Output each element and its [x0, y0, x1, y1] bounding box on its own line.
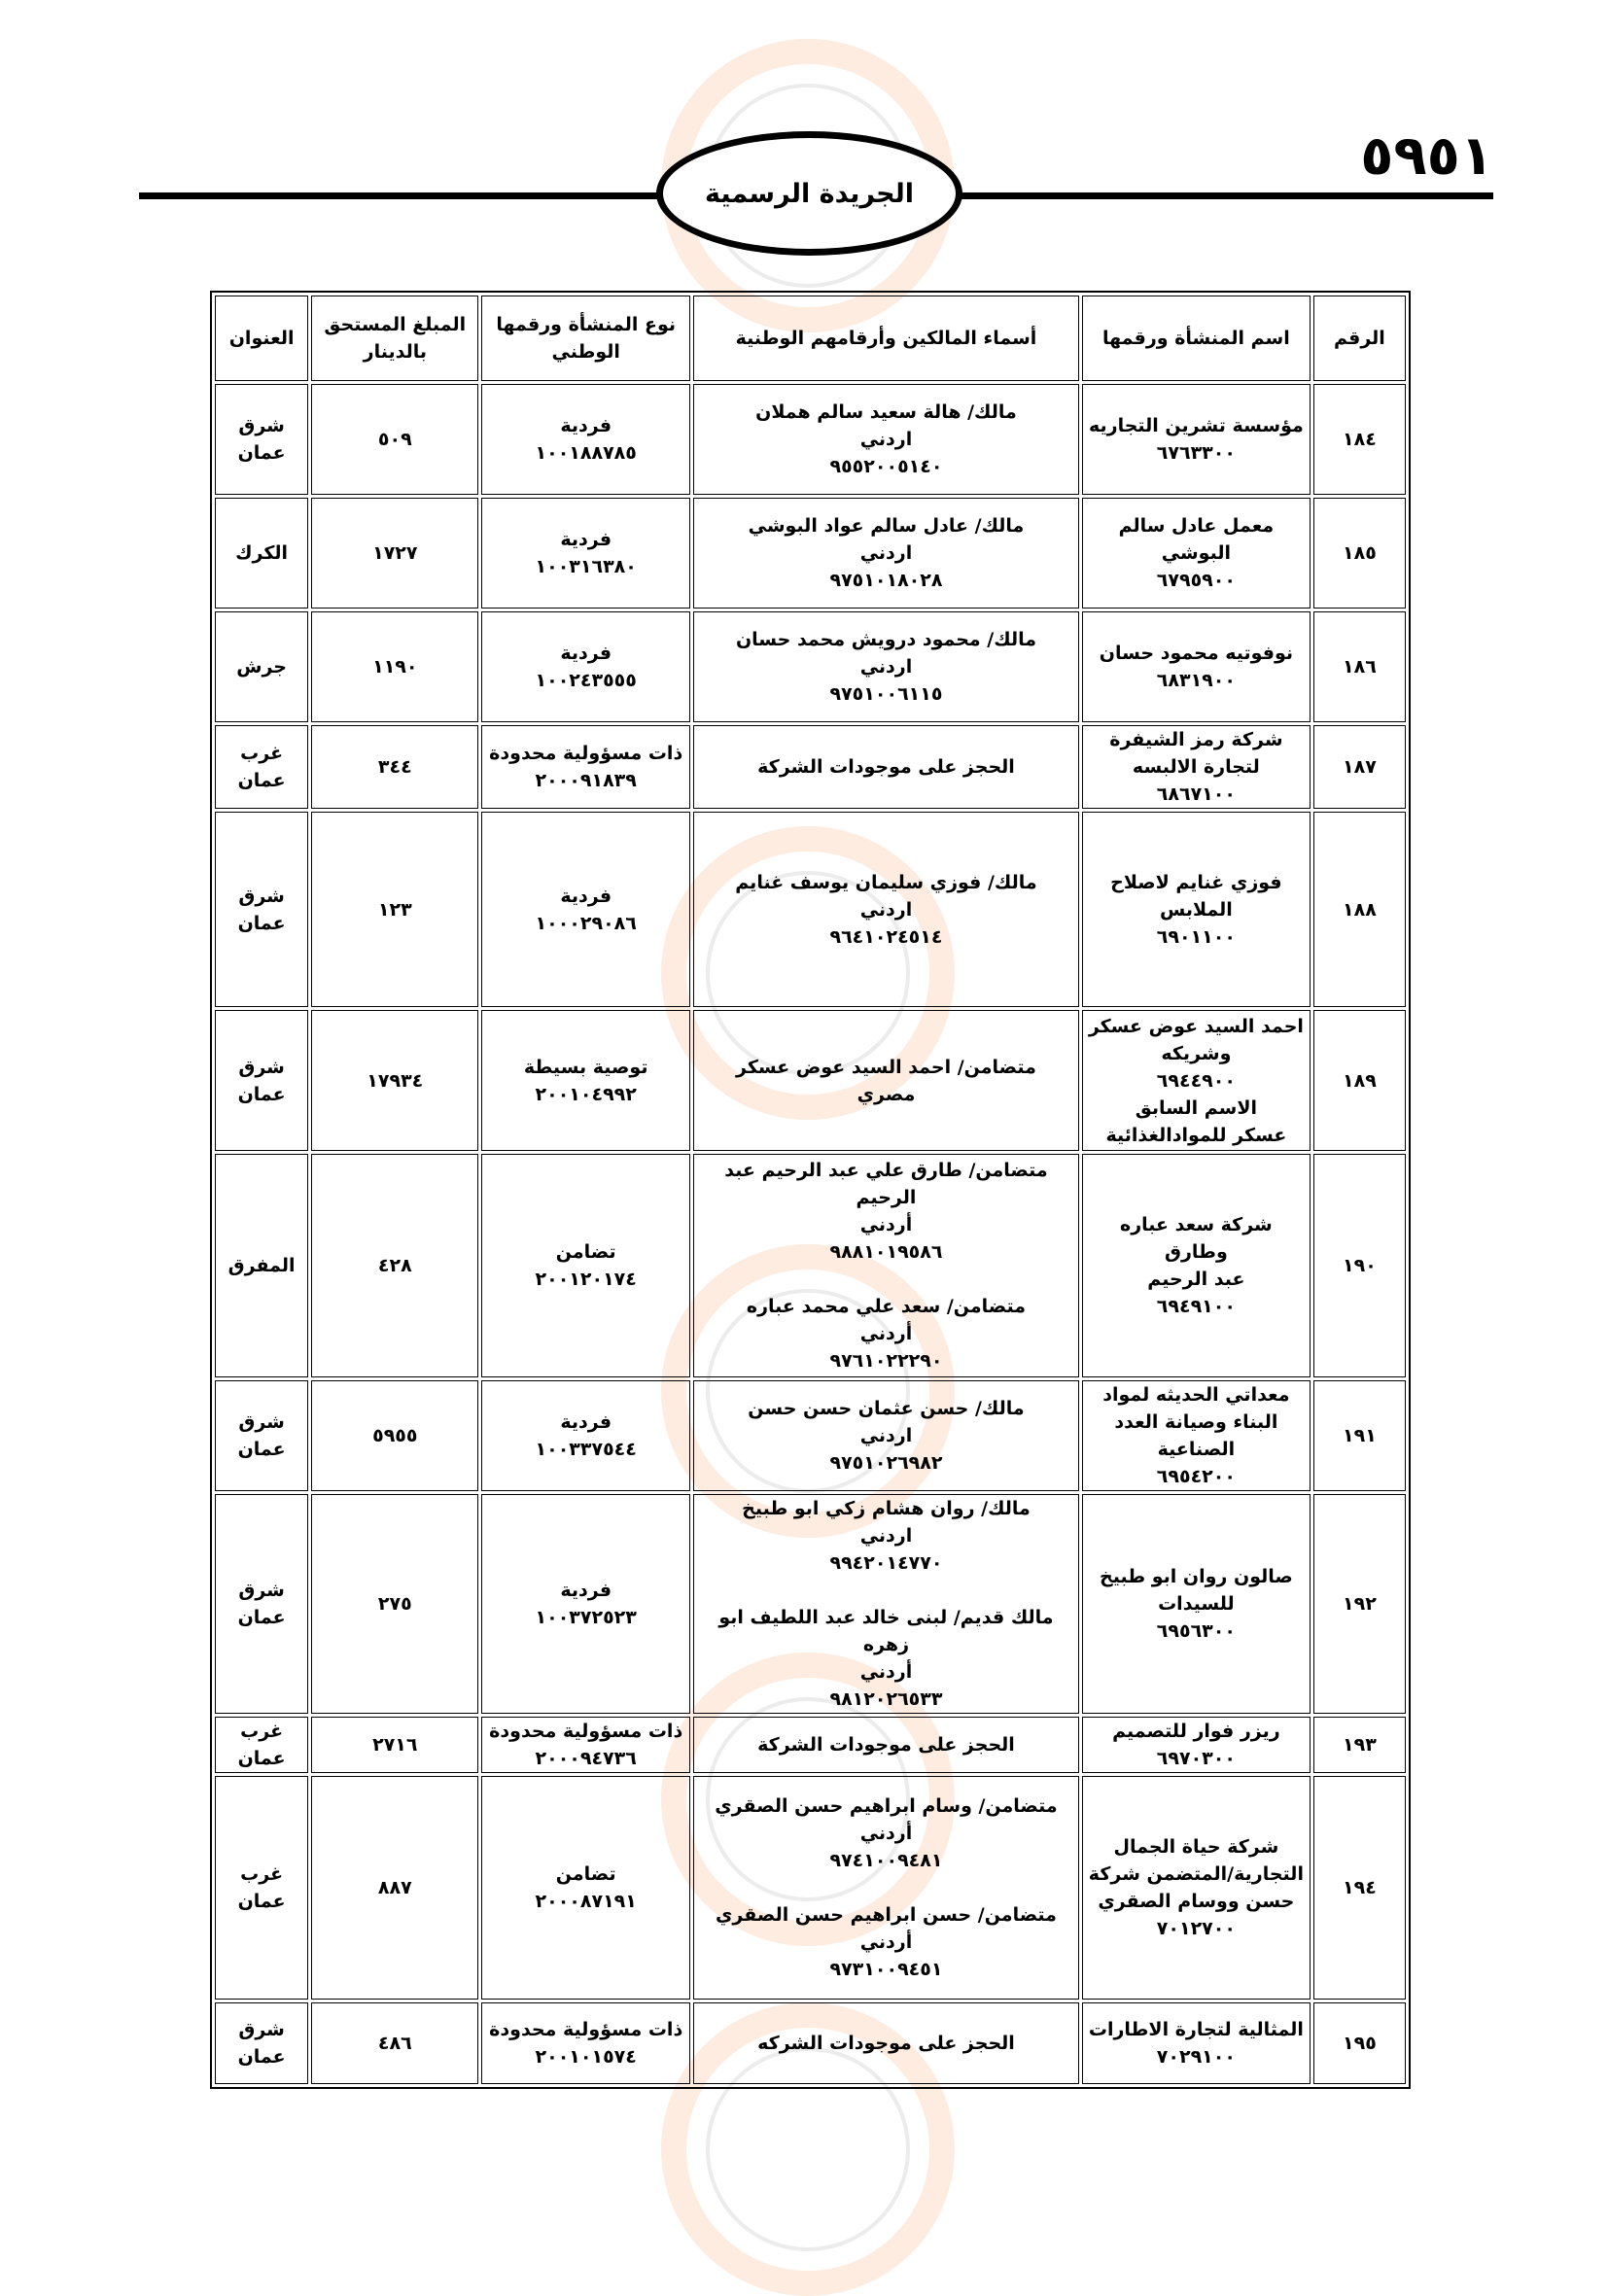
address-cell: شرق عمان: [215, 1380, 308, 1491]
table-header-row: [215, 296, 1406, 381]
address-cell: شرق عمان: [215, 384, 308, 495]
row-number-cell: ١٨٥: [1313, 498, 1406, 609]
amount-due-cell: ٥٠٩: [311, 384, 478, 495]
establishment-type-cell: ذات مسؤولية محدودة ٢٠٠٠٩١٨٣٩: [481, 725, 690, 809]
establishment-type-cell: فردية ١٠٠٢٤٣٥٥٥: [481, 611, 690, 722]
establishment-name-cell: احمد السيد عوض عسكر وشريكه ٦٩٤٤٩٠٠ الاسم السابق عسكر للموادالغذائية: [1082, 1010, 1311, 1151]
row-number-cell: ١٩٥: [1313, 2002, 1406, 2084]
table-row: [215, 498, 1406, 609]
establishment-type-cell: تضامن ٢٠٠٠٨٧١٩١: [481, 1776, 690, 2000]
table-row: [215, 1010, 1406, 1151]
amount-due-cell: ١١٩٠: [311, 611, 478, 722]
column-header-owners: أسماء المالكين وأرقامهم الوطنية: [693, 296, 1079, 381]
establishment-name-cell: المثالية لتجارة الاطارات ٧٠٢٩١٠٠: [1082, 2002, 1311, 2084]
amount-due-cell: ١٢٣: [311, 812, 478, 1007]
establishment-name-cell: شركة حياة الجمال التجارية/المتضمن شركة حسن ووسام الصقري ٧٠١٢٧٠٠: [1082, 1776, 1311, 2000]
establishment-name-cell: صالون روان ابو طبيخ للسيدات ٦٩٥٦٣٠٠: [1082, 1494, 1311, 1714]
owners-cell: الحجز على موجودات الشركه: [693, 2002, 1079, 2084]
address-cell: شرق عمان: [215, 2002, 308, 2084]
row-number-cell: ١٩٣: [1313, 1717, 1406, 1773]
establishment-name-cell: معداتي الحديثه لمواد البناء وصيانة العدد الصناعية ٦٩٥٤٢٠٠: [1082, 1380, 1311, 1491]
owners-cell: الحجز على موجودات الشركة: [693, 725, 1079, 809]
amount-due-cell: ١٧٢٧: [311, 498, 478, 609]
amount-due-cell: ٢٧١٦: [311, 1717, 478, 1773]
table-row: [215, 1154, 1406, 1377]
address-cell: غرب عمان: [215, 1717, 308, 1773]
amount-due-cell: ٢٧٥: [311, 1494, 478, 1714]
amount-due-cell: ٤٨٦: [311, 2002, 478, 2084]
column-header-amount: المبلغ المستحق بالدينار: [311, 296, 478, 381]
owners-cell: مالك/ روان هشام زكي ابو طبيخ اردني ٩٩٤٢٠١٤٧٧٠ مالك قديم/ لبنى خالد عبد اللطيف ابو زهره أردني ٩٨١٢٠٢٦٥٣٣: [693, 1494, 1079, 1714]
amount-due-cell: ٥٩٥٥: [311, 1380, 478, 1491]
amount-due-cell: ١٧٩٣٤: [311, 1010, 478, 1151]
table-row: [215, 725, 1406, 809]
amount-due-cell: ٣٤٤: [311, 725, 478, 809]
establishment-name-cell: فوزي غنايم لاصلاح الملابس ٦٩٠١١٠٠: [1082, 812, 1311, 1007]
owners-cell: الحجز على موجودات الشركة: [693, 1717, 1079, 1773]
owners-cell: متضامن/ وسام ابراهيم حسن الصقري أردني ٩٧٤١٠٠٩٤٨١ متضامن/ حسن ابراهيم حسن الصقري أردني ٩٧٣١٠٠٩٤٥١: [693, 1776, 1079, 2000]
owners-cell: مالك/ عادل سالم عواد البوشي اردني ٩٧٥١٠١٨٠٢٨: [693, 498, 1079, 609]
address-cell: المفرق: [215, 1154, 308, 1377]
table-row: [215, 1717, 1406, 1773]
row-number-cell: ١٨٤: [1313, 384, 1406, 495]
row-number-cell: ١٩١: [1313, 1380, 1406, 1491]
row-number-cell: ١٨٧: [1313, 725, 1406, 809]
row-number-cell: ١٨٨: [1313, 812, 1406, 1007]
owners-cell: متضامن/ احمد السيد عوض عسكر مصري: [693, 1010, 1079, 1151]
establishment-type-cell: فردية ١٠٠٣١٦٣٨٠: [481, 498, 690, 609]
address-cell: غرب عمان: [215, 725, 308, 809]
address-cell: شرق عمان: [215, 812, 308, 1007]
establishment-name-cell: شركة رمز الشيفرة لتجارة الالبسه ٦٨٦٧١٠٠: [1082, 725, 1311, 809]
page-number: ٥٩٥١: [1360, 124, 1493, 188]
address-cell: شرق عمان: [215, 1010, 308, 1151]
row-number-cell: ١٩٠: [1313, 1154, 1406, 1377]
table-row: [215, 812, 1406, 1007]
establishment-type-cell: تضامن ٢٠٠١٢٠١٧٤: [481, 1154, 690, 1377]
row-number-cell: ١٨٩: [1313, 1010, 1406, 1151]
owners-cell: مالك/ حسن عثمان حسن حسن اردني ٩٧٥١٠٢٦٩٨٢: [693, 1380, 1079, 1491]
table-row: [215, 1494, 1406, 1714]
address-cell: جرش: [215, 611, 308, 722]
owners-cell: مالك/ هالة سعيد سالم هملان اردني ٩٥٥٢٠٠٥١٤٠: [693, 384, 1079, 495]
establishment-type-cell: توصية بسيطة ٢٠٠١٠٤٩٩٢: [481, 1010, 690, 1151]
column-header-number: الرقم: [1313, 296, 1406, 381]
column-header-address: العنوان: [215, 296, 308, 381]
owners-cell: متضامن/ طارق علي عبد الرحيم عبد الرحيم أردني ٩٨٨١٠١٩٥٨٦ متضامن/ سعد علي محمد عباره أردني ٩٧٦١٠٢٢٢٩٠: [693, 1154, 1079, 1377]
table-row: [215, 1380, 1406, 1491]
registry-table: [210, 291, 1411, 2089]
establishment-name-cell: ريزر فوار للتصميم ٦٩٧٠٣٠٠: [1082, 1717, 1311, 1773]
establishment-name-cell: مؤسسة تشرين التجاريه ٦٧٦٣٣٠٠: [1082, 384, 1311, 495]
table-row: [215, 2002, 1406, 2084]
owners-cell: مالك/ محمود درويش محمد حسان اردني ٩٧٥١٠٠٦١١٥: [693, 611, 1079, 722]
table-row: [215, 384, 1406, 495]
column-header-type: نوع المنشأة ورقمها الوطني: [481, 296, 690, 381]
table-row: [215, 1776, 1406, 2000]
establishment-name-cell: نوفوتيه محمود حسان ٦٨٣١٩٠٠: [1082, 611, 1311, 722]
amount-due-cell: ٤٢٨: [311, 1154, 478, 1377]
establishment-type-cell: ذات مسؤولية محدودة ٢٠٠١٠١٥٧٤: [481, 2002, 690, 2084]
establishment-name-cell: معمل عادل سالم البوشي ٦٧٩٥٩٠٠: [1082, 498, 1311, 609]
establishment-type-cell: ذات مسؤولية محدودة ٢٠٠٠٩٤٧٣٦: [481, 1717, 690, 1773]
gazette-title: الجريدة الرسمية: [656, 131, 962, 256]
address-cell: غرب عمان: [215, 1776, 308, 2000]
establishment-type-cell: فردية ١٠٠١٨٨٧٨٥: [481, 384, 690, 495]
establishment-type-cell: فردية ١٠٠٣٧٢٥٢٣: [481, 1494, 690, 1714]
row-number-cell: ١٩٢: [1313, 1494, 1406, 1714]
establishment-type-cell: فردية ١٠٠٣٣٧٥٤٤: [481, 1380, 690, 1491]
establishment-type-cell: فردية ١٠٠٠٢٩٠٨٦: [481, 812, 690, 1007]
column-header-establishment: اسم المنشأة ورقمها: [1082, 296, 1311, 381]
address-cell: الكرك: [215, 498, 308, 609]
establishment-name-cell: شركة سعد عباره وطارق عبد الرحيم ٦٩٤٩١٠٠: [1082, 1154, 1311, 1377]
amount-due-cell: ٨٨٧: [311, 1776, 478, 2000]
row-number-cell: ١٩٤: [1313, 1776, 1406, 2000]
table-row: [215, 611, 1406, 722]
address-cell: شرق عمان: [215, 1494, 308, 1714]
row-number-cell: ١٨٦: [1313, 611, 1406, 722]
owners-cell: مالك/ فوزي سليمان يوسف غنايم اردني ٩٦٤١٠٢٤٥١٤: [693, 812, 1079, 1007]
